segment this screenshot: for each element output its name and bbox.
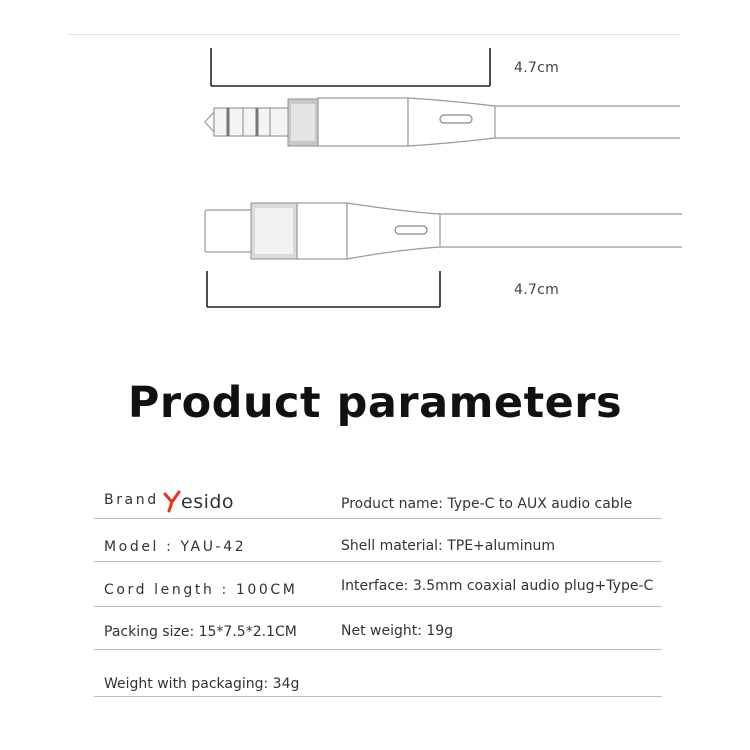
bottom-dimension-bracket	[207, 271, 440, 307]
brand-logo	[163, 487, 251, 511]
product-name: Product name: Type-C to AUX audio cable	[341, 496, 633, 512]
weight-with-packaging: Weight with packaging: 34g	[104, 676, 300, 692]
shell-material: Shell material: TPE+aluminum	[341, 538, 556, 554]
top-dimension-bracket	[211, 48, 490, 86]
top-dimension-label: 4.7cm	[514, 60, 560, 76]
type-c-plug	[205, 203, 682, 259]
row-divider	[94, 518, 662, 519]
row-divider	[94, 561, 662, 562]
section-title: Product parameters	[127, 378, 623, 428]
yesido-logo-icon	[163, 489, 251, 513]
net-weight: Net weight: 19g	[341, 623, 454, 639]
row-divider	[94, 696, 662, 697]
brand-cell	[104, 487, 251, 513]
audio-jack-plug	[205, 98, 680, 146]
interface: Interface: 3.5mm coaxial audio plug+Type-C	[341, 578, 654, 594]
row-divider	[94, 606, 662, 607]
svg-text:esido: esido	[181, 490, 235, 513]
cable-illustration	[0, 0, 750, 340]
model: Model : YAU-42	[104, 539, 247, 555]
packing-size: Packing size: 15*7.5*2.1CM	[104, 624, 297, 640]
brand-label: Brand	[104, 491, 159, 508]
cord-length: Cord length : 100CM	[104, 582, 298, 598]
bottom-dimension-label: 4.7cm	[514, 282, 560, 298]
row-divider	[94, 649, 662, 650]
